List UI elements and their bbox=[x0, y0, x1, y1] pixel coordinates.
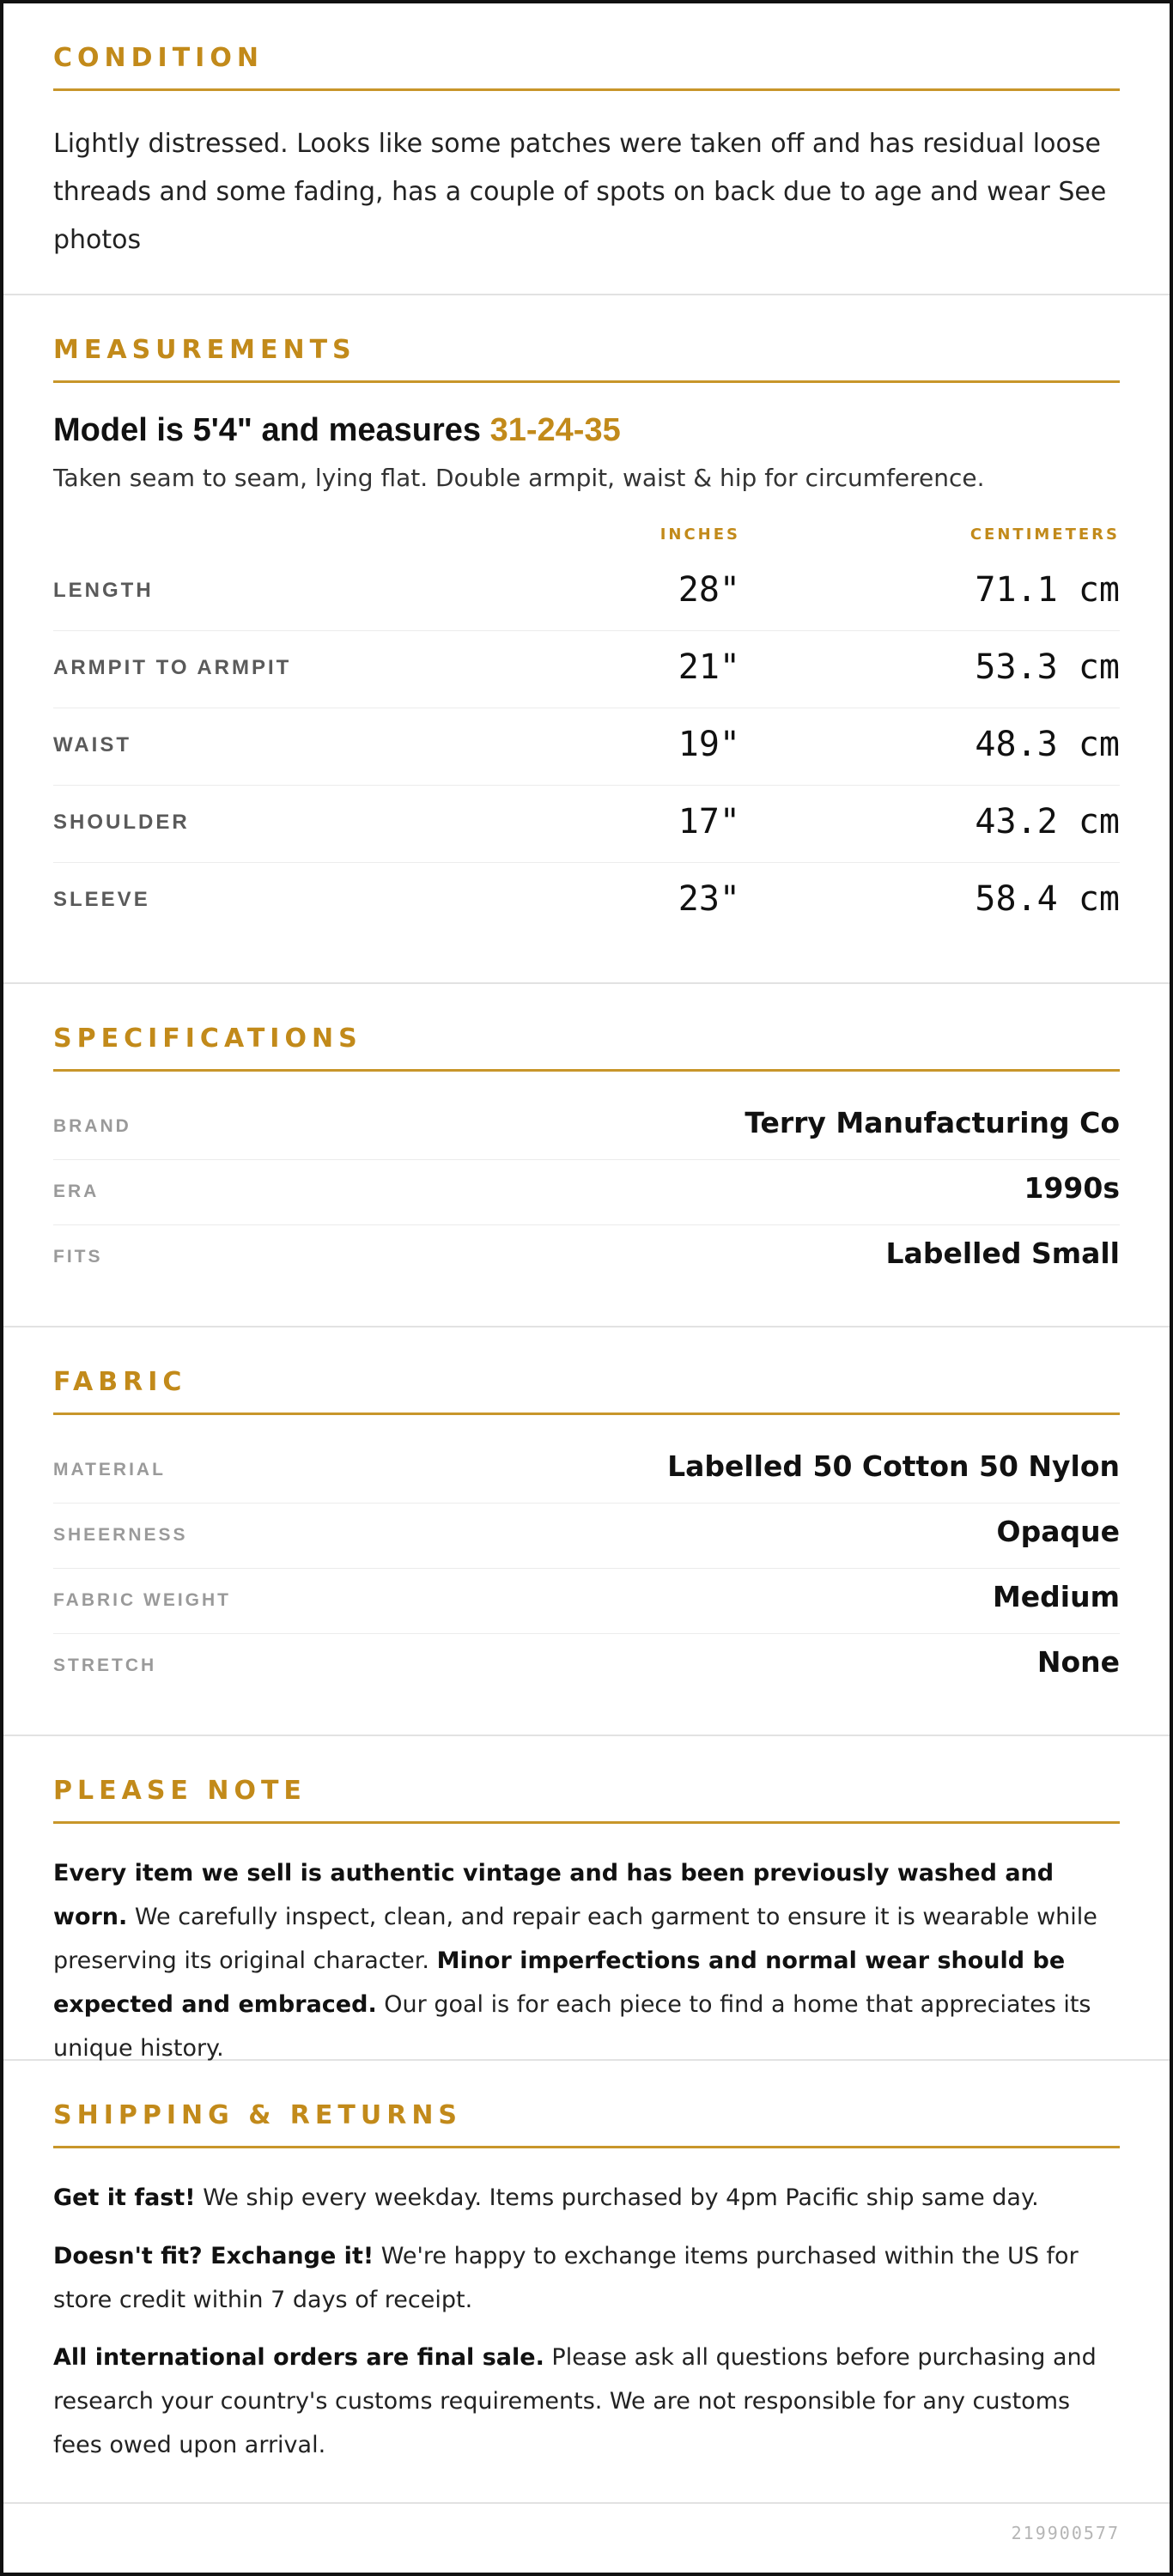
fabric-value: Opaque bbox=[996, 1515, 1120, 1548]
fabric-label: FABRIC WEIGHT bbox=[53, 1590, 231, 1610]
measurement-inches: 28" bbox=[678, 570, 740, 610]
please-note-text bbox=[53, 1851, 1120, 2070]
fabric-row-stretch bbox=[53, 1633, 1120, 1698]
measurements-title: MEASUREMENTS bbox=[53, 335, 1120, 383]
fabric-row-sheerness bbox=[53, 1503, 1120, 1569]
measurement-row-armpit-to-armpit bbox=[53, 630, 1120, 708]
fabric-section bbox=[3, 1327, 1170, 1736]
specifications-title: SPECIFICATIONS bbox=[53, 1024, 1120, 1072]
measurement-centimeters: 43.2 cm bbox=[975, 802, 1120, 841]
fabric-row-fabric-weight bbox=[53, 1568, 1120, 1634]
fabric-value: Labelled 50 Cotton 50 Nylon bbox=[667, 1449, 1120, 1483]
measurements-subtitle: Taken seam to seam, lying flat. Double armpit, waist & hip for circumference. bbox=[53, 464, 985, 492]
note-bold-authentic: Every item we sell is authentic vintage and has been previously washed and worn. bbox=[53, 1860, 1054, 1930]
measurement-centimeters: 58.4 cm bbox=[975, 879, 1120, 919]
shipping-paragraph-exchange bbox=[53, 2234, 1120, 2322]
shipping-paragraph-international bbox=[53, 2336, 1120, 2467]
measurement-row-waist bbox=[53, 708, 1120, 786]
condition-title: CONDITION bbox=[53, 43, 1120, 91]
spec-label: FITS bbox=[53, 1247, 103, 1267]
note-text-goal: Our goal is for each piece to find a home that appreciates its unique history. bbox=[53, 1991, 1091, 2062]
shipping-bold-international: All international orders are final sale. bbox=[53, 2344, 544, 2371]
measurement-inches: 17" bbox=[678, 802, 740, 841]
condition-text: Lightly distressed. Looks like some patches were taken off and has residual loose threads and some fading, has a couple of spots on back due to age and wear See photos bbox=[53, 129, 1107, 255]
fabric-title: FABRIC bbox=[53, 1367, 1120, 1415]
shipping-title: SHIPPING & RETURNS bbox=[53, 2100, 1120, 2148]
spec-row-brand bbox=[53, 1094, 1120, 1160]
spec-value: 1990s bbox=[1024, 1171, 1120, 1205]
fabric-row-material bbox=[53, 1437, 1120, 1504]
condition-section bbox=[3, 3, 1170, 295]
column-header-centimeters: CENTIMETERS bbox=[969, 526, 1120, 544]
measurement-label: LENGTH bbox=[53, 579, 154, 602]
fabric-value: None bbox=[1036, 1645, 1120, 1679]
measurement-centimeters: 48.3 cm bbox=[975, 725, 1120, 764]
shipping-section bbox=[3, 2061, 1170, 2504]
measurement-inches: 21" bbox=[678, 647, 740, 687]
shipping-text-exchange: We're happy to exchange items purchased within the US for store credit within 7 days of receipt. bbox=[53, 2243, 1079, 2313]
spec-row-era bbox=[53, 1159, 1120, 1225]
measurement-label: SHOULDER bbox=[53, 811, 190, 834]
shipping-paragraph-fast bbox=[53, 2176, 1120, 2220]
measurement-inches: 19" bbox=[678, 725, 740, 764]
measurement-label: WAIST bbox=[53, 733, 131, 756]
shipping-text-fast: We ship every weekday. Items purchased by 4pm Pacific ship same day. bbox=[195, 2184, 1039, 2211]
model-measures-heading bbox=[53, 412, 1120, 449]
measurement-inches: 23" bbox=[678, 879, 740, 919]
please-note-section bbox=[3, 1736, 1170, 2061]
measurement-label: ARMPIT TO ARMPIT bbox=[53, 656, 292, 679]
spec-row-fits bbox=[53, 1224, 1120, 1290]
sku-number: 219900577 bbox=[1011, 2523, 1120, 2543]
measurement-row-length bbox=[53, 553, 1120, 631]
spec-value: Terry Manufacturing Co bbox=[745, 1106, 1120, 1139]
shipping-bold-exchange: Doesn't fit? Exchange it! bbox=[53, 2243, 374, 2269]
measurement-label: SLEEVE bbox=[53, 888, 150, 911]
spec-label: BRAND bbox=[53, 1116, 131, 1136]
note-text-inspect: We carefully inspect, clean, and repair each garment to ensure it is wearable while preserving its original character. bbox=[53, 1904, 1097, 1974]
fabric-label: SHEERNESS bbox=[53, 1525, 188, 1545]
measurement-row-sleeve bbox=[53, 862, 1120, 939]
please-note-title: PLEASE NOTE bbox=[53, 1776, 1120, 1824]
note-bold-imperfections: Minor imperfections and normal wear should be expected and embraced. bbox=[53, 1947, 1066, 2018]
spec-label: ERA bbox=[53, 1182, 100, 1201]
measurements-section bbox=[3, 295, 1170, 984]
measurement-centimeters: 53.3 cm bbox=[975, 647, 1120, 687]
measurement-centimeters: 71.1 cm bbox=[975, 570, 1120, 610]
shipping-text-international: Please ask all questions before purchasing and research your country's customs requirements. We are not responsible for any customs fees owed upon arrival. bbox=[53, 2344, 1097, 2458]
measurement-row-shoulder bbox=[53, 785, 1120, 863]
model-measures-value: 31-24-35 bbox=[489, 412, 621, 448]
specifications-section bbox=[3, 984, 1170, 1327]
fabric-value: Medium bbox=[992, 1580, 1120, 1613]
column-header-inches: INCHES bbox=[659, 526, 740, 544]
fabric-label: MATERIAL bbox=[53, 1460, 166, 1479]
shipping-bold-fast: Get it fast! bbox=[53, 2184, 196, 2211]
model-measures-prefix: Model is 5'4" and measures bbox=[53, 412, 490, 448]
spec-value: Labelled Small bbox=[885, 1236, 1120, 1270]
fabric-label: STRETCH bbox=[53, 1656, 157, 1675]
